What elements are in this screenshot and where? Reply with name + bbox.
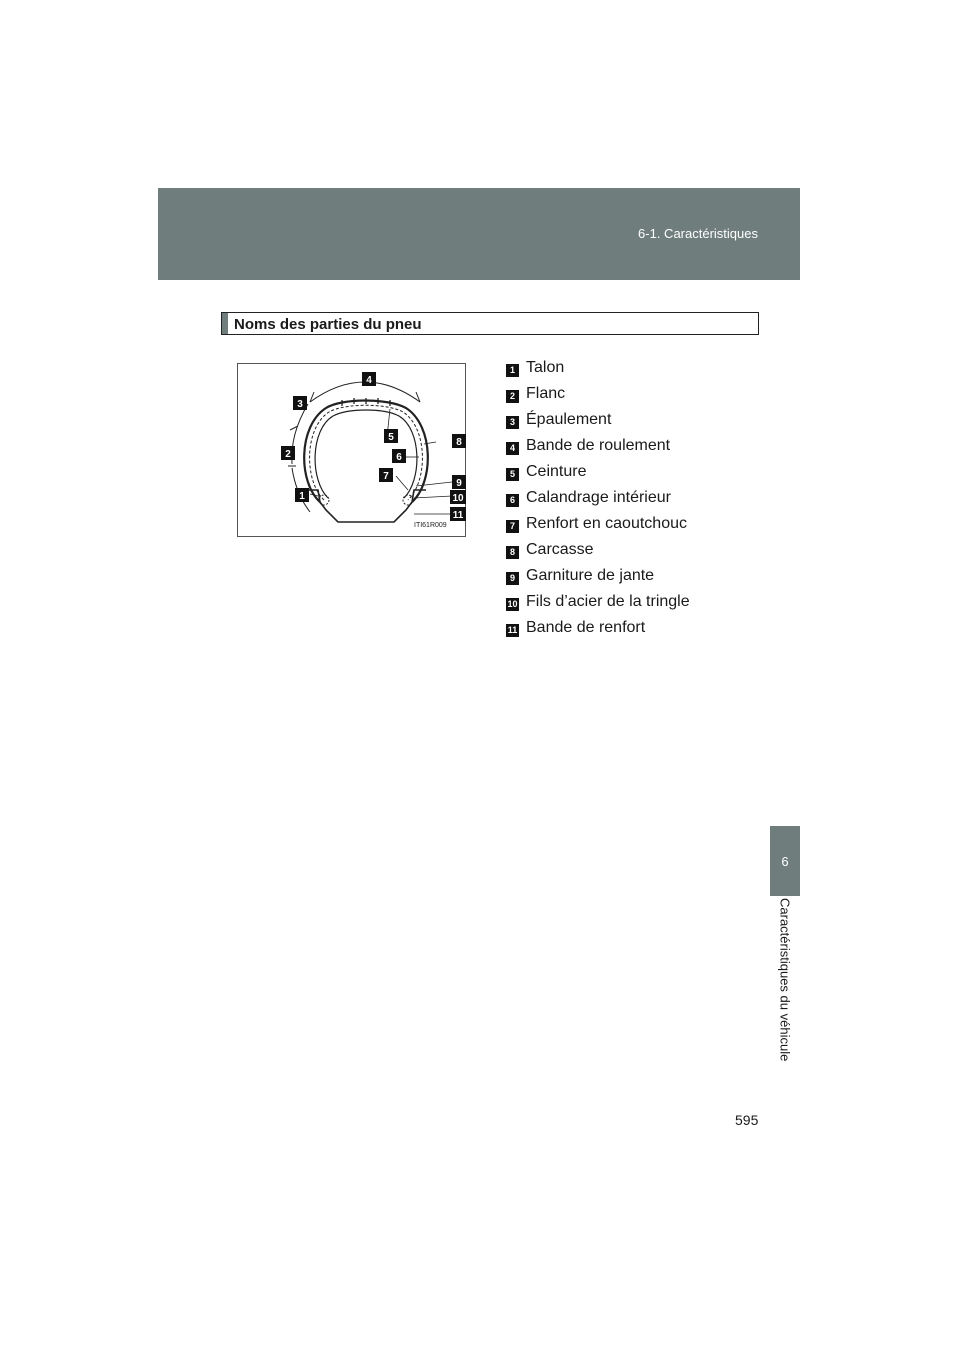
- marker-1: [295, 488, 309, 502]
- marker-7: [379, 468, 393, 482]
- legend-label: Bande de renfort: [526, 619, 646, 636]
- section-label: 6-1. Caractéristiques: [638, 226, 758, 241]
- marker-9: [452, 475, 466, 489]
- diagram-code: ITI61R009: [414, 522, 447, 529]
- legend-label: Talon: [526, 359, 565, 376]
- legend-item: [506, 590, 746, 616]
- legend-number-badge: 5: [506, 468, 519, 481]
- marker-8: [452, 434, 466, 448]
- legend-number-badge: 1: [506, 364, 519, 377]
- legend-item: [506, 538, 746, 564]
- svg-text:6: 6: [396, 452, 402, 463]
- section-heading: [221, 312, 759, 335]
- svg-text:5: 5: [388, 432, 394, 443]
- marker-6: [392, 449, 406, 463]
- legend-item: [506, 382, 746, 408]
- legend-item: [506, 408, 746, 434]
- marker-11: [450, 507, 466, 521]
- chapter-tab: [770, 826, 800, 896]
- legend-item: [506, 512, 746, 538]
- page-number: 595: [735, 1112, 759, 1128]
- legend-number-badge: 10: [507, 599, 518, 609]
- legend-number-badge: 8: [506, 546, 519, 559]
- legend-number-badge: 4: [506, 442, 519, 455]
- legend-item: [506, 486, 746, 512]
- svg-text:3: 3: [297, 399, 303, 410]
- legend-label: Calandrage intérieur: [526, 489, 671, 506]
- svg-text:4: 4: [366, 375, 372, 386]
- chapter-title: Caractéristiques du véhicule: [777, 898, 793, 1062]
- legend-label: Bande de roulement: [526, 437, 671, 454]
- legend-label: Fils d’acier de la tringle: [526, 593, 690, 610]
- svg-text:11: 11: [452, 510, 464, 521]
- svg-text:10: 10: [452, 493, 464, 504]
- legend-item: [506, 460, 746, 486]
- section-title: Noms des parties du pneu: [234, 316, 422, 333]
- legend-item: [506, 434, 746, 460]
- svg-text:8: 8: [456, 437, 462, 448]
- chapter-number: 6: [781, 854, 789, 869]
- legend-label: Renfort en caoutchouc: [526, 515, 687, 532]
- tire-diagram: [237, 363, 466, 537]
- marker-4: [362, 372, 376, 386]
- legend-item: [506, 616, 746, 642]
- legend-number-badge: 2: [506, 390, 519, 403]
- tire-outer-profile: [304, 401, 428, 503]
- svg-text:7: 7: [383, 471, 389, 482]
- marker-10: [450, 490, 466, 504]
- section-accent: [222, 313, 228, 334]
- tire-cross-section: [238, 364, 467, 538]
- legend-item: [506, 356, 746, 382]
- leader-lines: [310, 409, 452, 514]
- marker-2: [281, 446, 295, 460]
- header-band: [158, 188, 800, 280]
- legend-number-badge: 7: [506, 520, 519, 533]
- legend-label: Garniture de jante: [526, 567, 655, 584]
- legend-label: Ceinture: [526, 463, 587, 480]
- legend-label: Carcasse: [526, 541, 594, 558]
- legend-number-badge: 9: [506, 572, 519, 585]
- svg-text:1: 1: [299, 491, 305, 502]
- svg-text:2: 2: [285, 449, 291, 460]
- legend-label: Épaulement: [526, 411, 612, 428]
- legend-number-badge: 6: [506, 494, 519, 507]
- legend-number-badge: 11: [507, 625, 518, 635]
- marker-3: [293, 396, 307, 410]
- svg-text:9: 9: [456, 478, 462, 489]
- legend-item: [506, 564, 746, 590]
- legend-label: Flanc: [526, 385, 566, 402]
- legend-number-badge: 3: [506, 416, 519, 429]
- marker-5: [384, 429, 398, 443]
